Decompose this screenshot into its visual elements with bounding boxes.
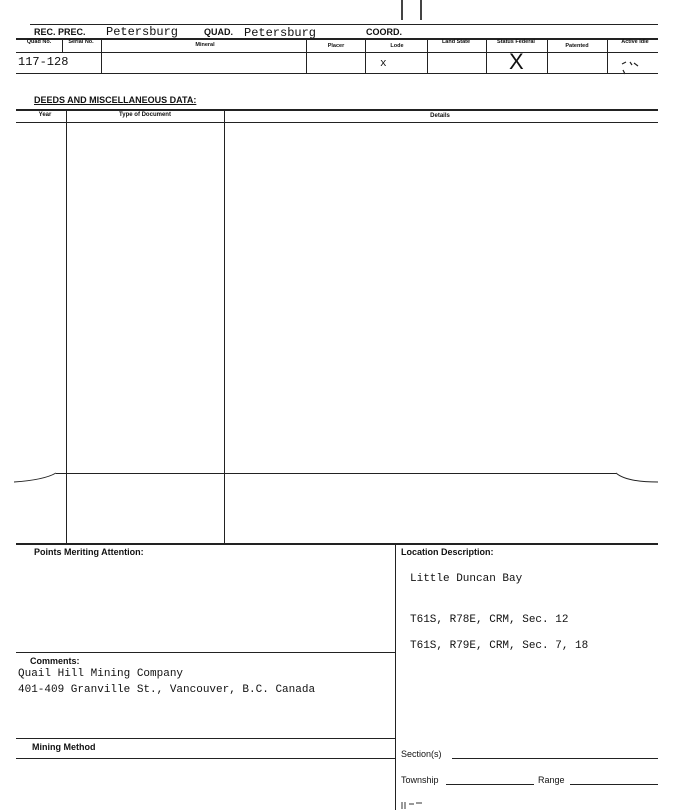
binding-mark-right (420, 0, 422, 20)
sections-label: Section(s) (401, 749, 442, 759)
rec-prec-value: Petersburg (106, 25, 179, 39)
comments-label: Comments: (30, 656, 80, 666)
location-line-1: T61S, R78E, CRM, Sec. 12 (410, 614, 569, 626)
deeds-header-bottom (16, 122, 658, 123)
fold-curve-right (614, 470, 658, 486)
col-header-patented: Patented (565, 43, 589, 49)
col-divider-patented (607, 38, 608, 73)
col-divider-land (486, 38, 487, 73)
bottom-section-top-rule (16, 543, 658, 545)
deeds-col-divider-type (224, 109, 225, 543)
points-meriting-label: Points Meriting Attention: (34, 547, 144, 557)
col-header-lode: Lode (390, 43, 404, 49)
quad-label: QUAD. (204, 27, 233, 37)
bottom-section-divider (395, 543, 396, 810)
fold-curve-left (14, 470, 58, 484)
col-header-details: Details (430, 113, 450, 119)
township-field-line[interactable] (446, 784, 534, 785)
col-divider-serial (101, 38, 102, 73)
record-table-top-rule (30, 24, 658, 25)
status-federal-mark: X (509, 49, 524, 74)
quad-value: Petersburg (244, 26, 317, 40)
col-header-quad-no: Quad No. (26, 39, 52, 45)
deeds-col-divider-year (66, 109, 67, 543)
col-divider-lode (427, 38, 428, 73)
col-header-placer: Placer (327, 43, 345, 49)
deeds-title: DEEDS AND MISCELLANEOUS DATA: (34, 95, 197, 105)
active-idle-scribble-icon (618, 58, 642, 78)
location-name: Little Duncan Bay (410, 573, 523, 585)
location-description-label: Location Description: (401, 547, 494, 557)
mining-method-top-rule (16, 738, 395, 739)
record-table-bottom-rule (16, 73, 658, 74)
col-divider-placer (365, 38, 366, 73)
col-header-type-of-document: Type of Document (119, 112, 171, 118)
rec-prec-label: REC. PREC. (34, 27, 86, 37)
range-field-line[interactable] (570, 784, 658, 785)
lode-mark: x (380, 58, 387, 70)
col-header-mineral: Mineral (195, 42, 215, 48)
binding-mark-left (401, 0, 403, 20)
sections-field-line[interactable] (452, 758, 658, 759)
comments-top-rule (16, 652, 395, 653)
page-fold-line (56, 473, 616, 474)
location-line-2: T61S, R79E, CRM, Sec. 7, 18 (410, 640, 589, 652)
record-table-header-bottom (16, 52, 658, 53)
bottom-stamp-mark-icon (400, 800, 430, 810)
deeds-header-top (16, 109, 658, 111)
col-divider-mineral (306, 38, 307, 73)
record-table-header-top (16, 38, 658, 40)
col-header-active-idle: Active Idle (621, 39, 649, 45)
quad-no-value: 117-128 (18, 55, 69, 69)
range-label: Range (538, 775, 565, 785)
township-label: Township (401, 775, 439, 785)
col-divider-quad (62, 38, 63, 52)
mining-method-label: Mining Method (32, 742, 96, 752)
mining-method-bottom-rule (16, 758, 395, 759)
col-divider-status (547, 38, 548, 73)
col-header-serial-no: Serial No. (68, 39, 94, 45)
comments-line-2: 401-409 Granville St., Vancouver, B.C. Canada (18, 684, 316, 696)
col-header-status-federal: Status Federal (497, 39, 535, 45)
comments-line-1: Quail Hill Mining Company (18, 668, 184, 680)
col-header-year: Year (38, 112, 52, 118)
col-header-land-state: Land State (441, 39, 471, 45)
coord-label: COORD. (366, 27, 402, 37)
